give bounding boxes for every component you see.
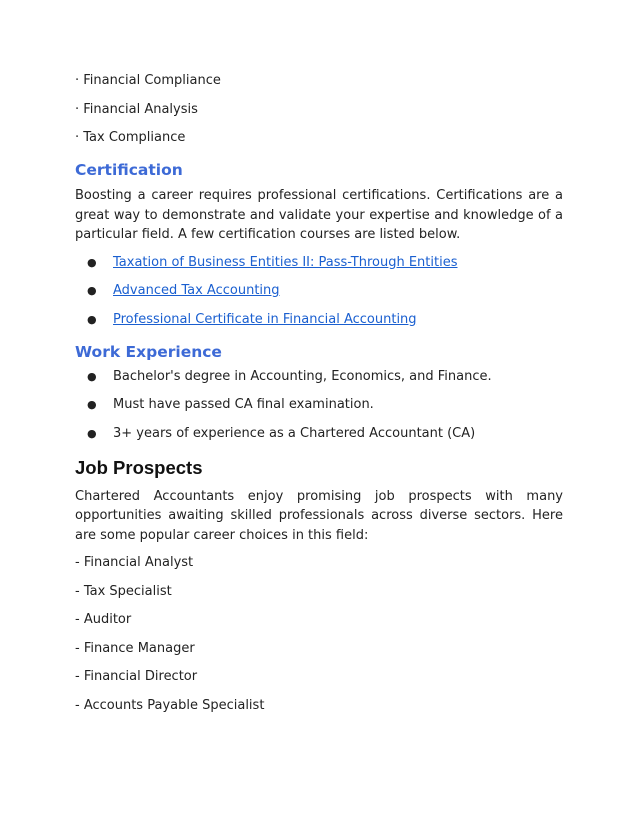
list-item — [75, 282, 563, 300]
role-item: - Auditor — [75, 612, 132, 627]
work-experience-list — [75, 368, 563, 443]
skills-list — [75, 72, 563, 147]
bullet-icon: ● — [87, 398, 97, 411]
role-item: - Tax Specialist — [75, 583, 172, 599]
course-link-financial-accounting[interactable]: Professional Certificate in Financial Accounting — [113, 311, 417, 327]
bullet-icon: ● — [87, 426, 97, 440]
skill-item: · Tax Compliance — [75, 130, 186, 145]
role-item: - Financial Director — [75, 669, 198, 684]
course-link-advanced-tax[interactable]: Advanced Tax Accounting — [113, 283, 280, 298]
role-item: - Financial Analyst — [75, 555, 194, 570]
list-item — [75, 254, 563, 272]
job-prospects-paragraph: Chartered Accountants enjoy promising job prospects with many opportunities awaiting skilled professionals across diverse sectors. Here are some popular career choices in this field: — [75, 488, 563, 543]
certification-paragraph: Boosting a career requires professional certifications. Certifications are a great way to demonstrate and validate your expertise and knowledge of a particular field. A few certification courses are listed below. — [75, 188, 563, 242]
course-link-taxation[interactable]: Taxation of Business Entities II: Pass-Through Entities — [113, 254, 458, 270]
list-item — [75, 425, 563, 443]
requirement-text: Must have passed CA final examination. — [113, 397, 374, 412]
document-page — [75, 72, 563, 725]
career-roles-list — [75, 554, 563, 715]
skill-item: · Financial Compliance — [75, 73, 221, 88]
list-item — [75, 311, 563, 329]
requirement-text: 3+ years of experience as a Chartered Accountant (CA) — [113, 425, 476, 441]
role-item: - Finance Manager — [75, 640, 195, 656]
certification-heading: Certification — [75, 161, 183, 179]
bullet-icon: ● — [87, 312, 97, 326]
skill-item: · Financial Analysis — [75, 101, 198, 117]
list-item — [75, 368, 563, 386]
work-experience-heading: Work Experience — [75, 342, 222, 361]
list-item — [75, 396, 563, 414]
role-item: - Accounts Payable Specialist — [75, 697, 265, 713]
bullet-icon: ● — [87, 284, 97, 297]
bullet-icon: ● — [87, 369, 97, 383]
job-prospects-heading: Job Prospects — [75, 456, 203, 478]
certification-course-list — [75, 254, 563, 329]
bullet-icon: ● — [87, 255, 97, 269]
requirement-text: Bachelor's degree in Accounting, Economics, and Finance. — [113, 368, 492, 384]
